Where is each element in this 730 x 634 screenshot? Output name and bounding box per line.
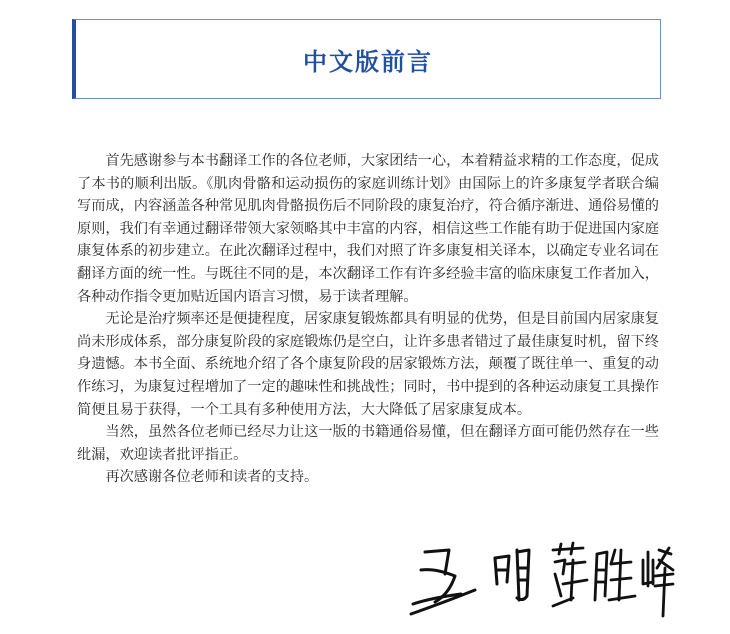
title-box (72, 19, 661, 99)
paragraph-1: 首先感谢参与本书翻译工作的各位老师，大家团结一心，本着精益求精的工作态度，促成了本书的顺利出版。《肌肉骨骼和运动损伤的家庭训练计划》由国际上的许多康复学者联合编写而成，内容涵盖各种常见肌肉骨骼损伤后不同阶段的康复治疗，符合循序渐进、通俗易懂的原则，我们有幸通过翻译带领大家领略其中丰富的内容，相信这些工作能有助于促进国内家庭康复体系的初步建立。在此次翻译过程中，我们对照了许多康复相关译本，以确定专业名词在翻译方面的统一性。与既往不同的是，本次翻译工作有许多经验丰富的临床康复工作者加入，各种动作指令更加贴近国内语言习惯，易于读者理解。 (77, 153, 659, 305)
paragraph-4: 再次感谢各位老师和读者的支持。 (105, 469, 319, 486)
signature-glyph-5 (643, 548, 673, 616)
page-title: 中文版前言 (303, 47, 433, 76)
paragraph-2: 无论是治疗频率还是便捷程度，居家康复锻炼都具有明显的优势，但是目前国内居家康复尚未形成体系，部分康复阶段的家庭锻炼仍是空白，让许多患者错过了最佳康复时机，留下终身遗憾。本书全面、系统地介绍了各个康复阶段的居家锻炼方法，颠覆了既往单一、重复的动作练习，为康复过程增加了一定的趣味性和挑战性；同时，书中提到的各种运动康复工具操作简便且易于获得，一个工具有多种使用方法，大大降低了居家康复成本。 (77, 311, 659, 418)
signature-glyph-2 (495, 550, 529, 600)
signature-glyph-3 (553, 543, 587, 606)
signature-glyph-4 (595, 550, 635, 600)
handwritten-signature (405, 540, 675, 620)
paragraph-3: 当然，虽然各位老师已经尽力让这一版的书籍通俗易懂，但在翻译方面可能仍然存在一些纰漏，欢迎读者批评指正。 (77, 424, 659, 463)
signature-glyph-1 (411, 550, 475, 614)
preface-body (77, 150, 659, 489)
